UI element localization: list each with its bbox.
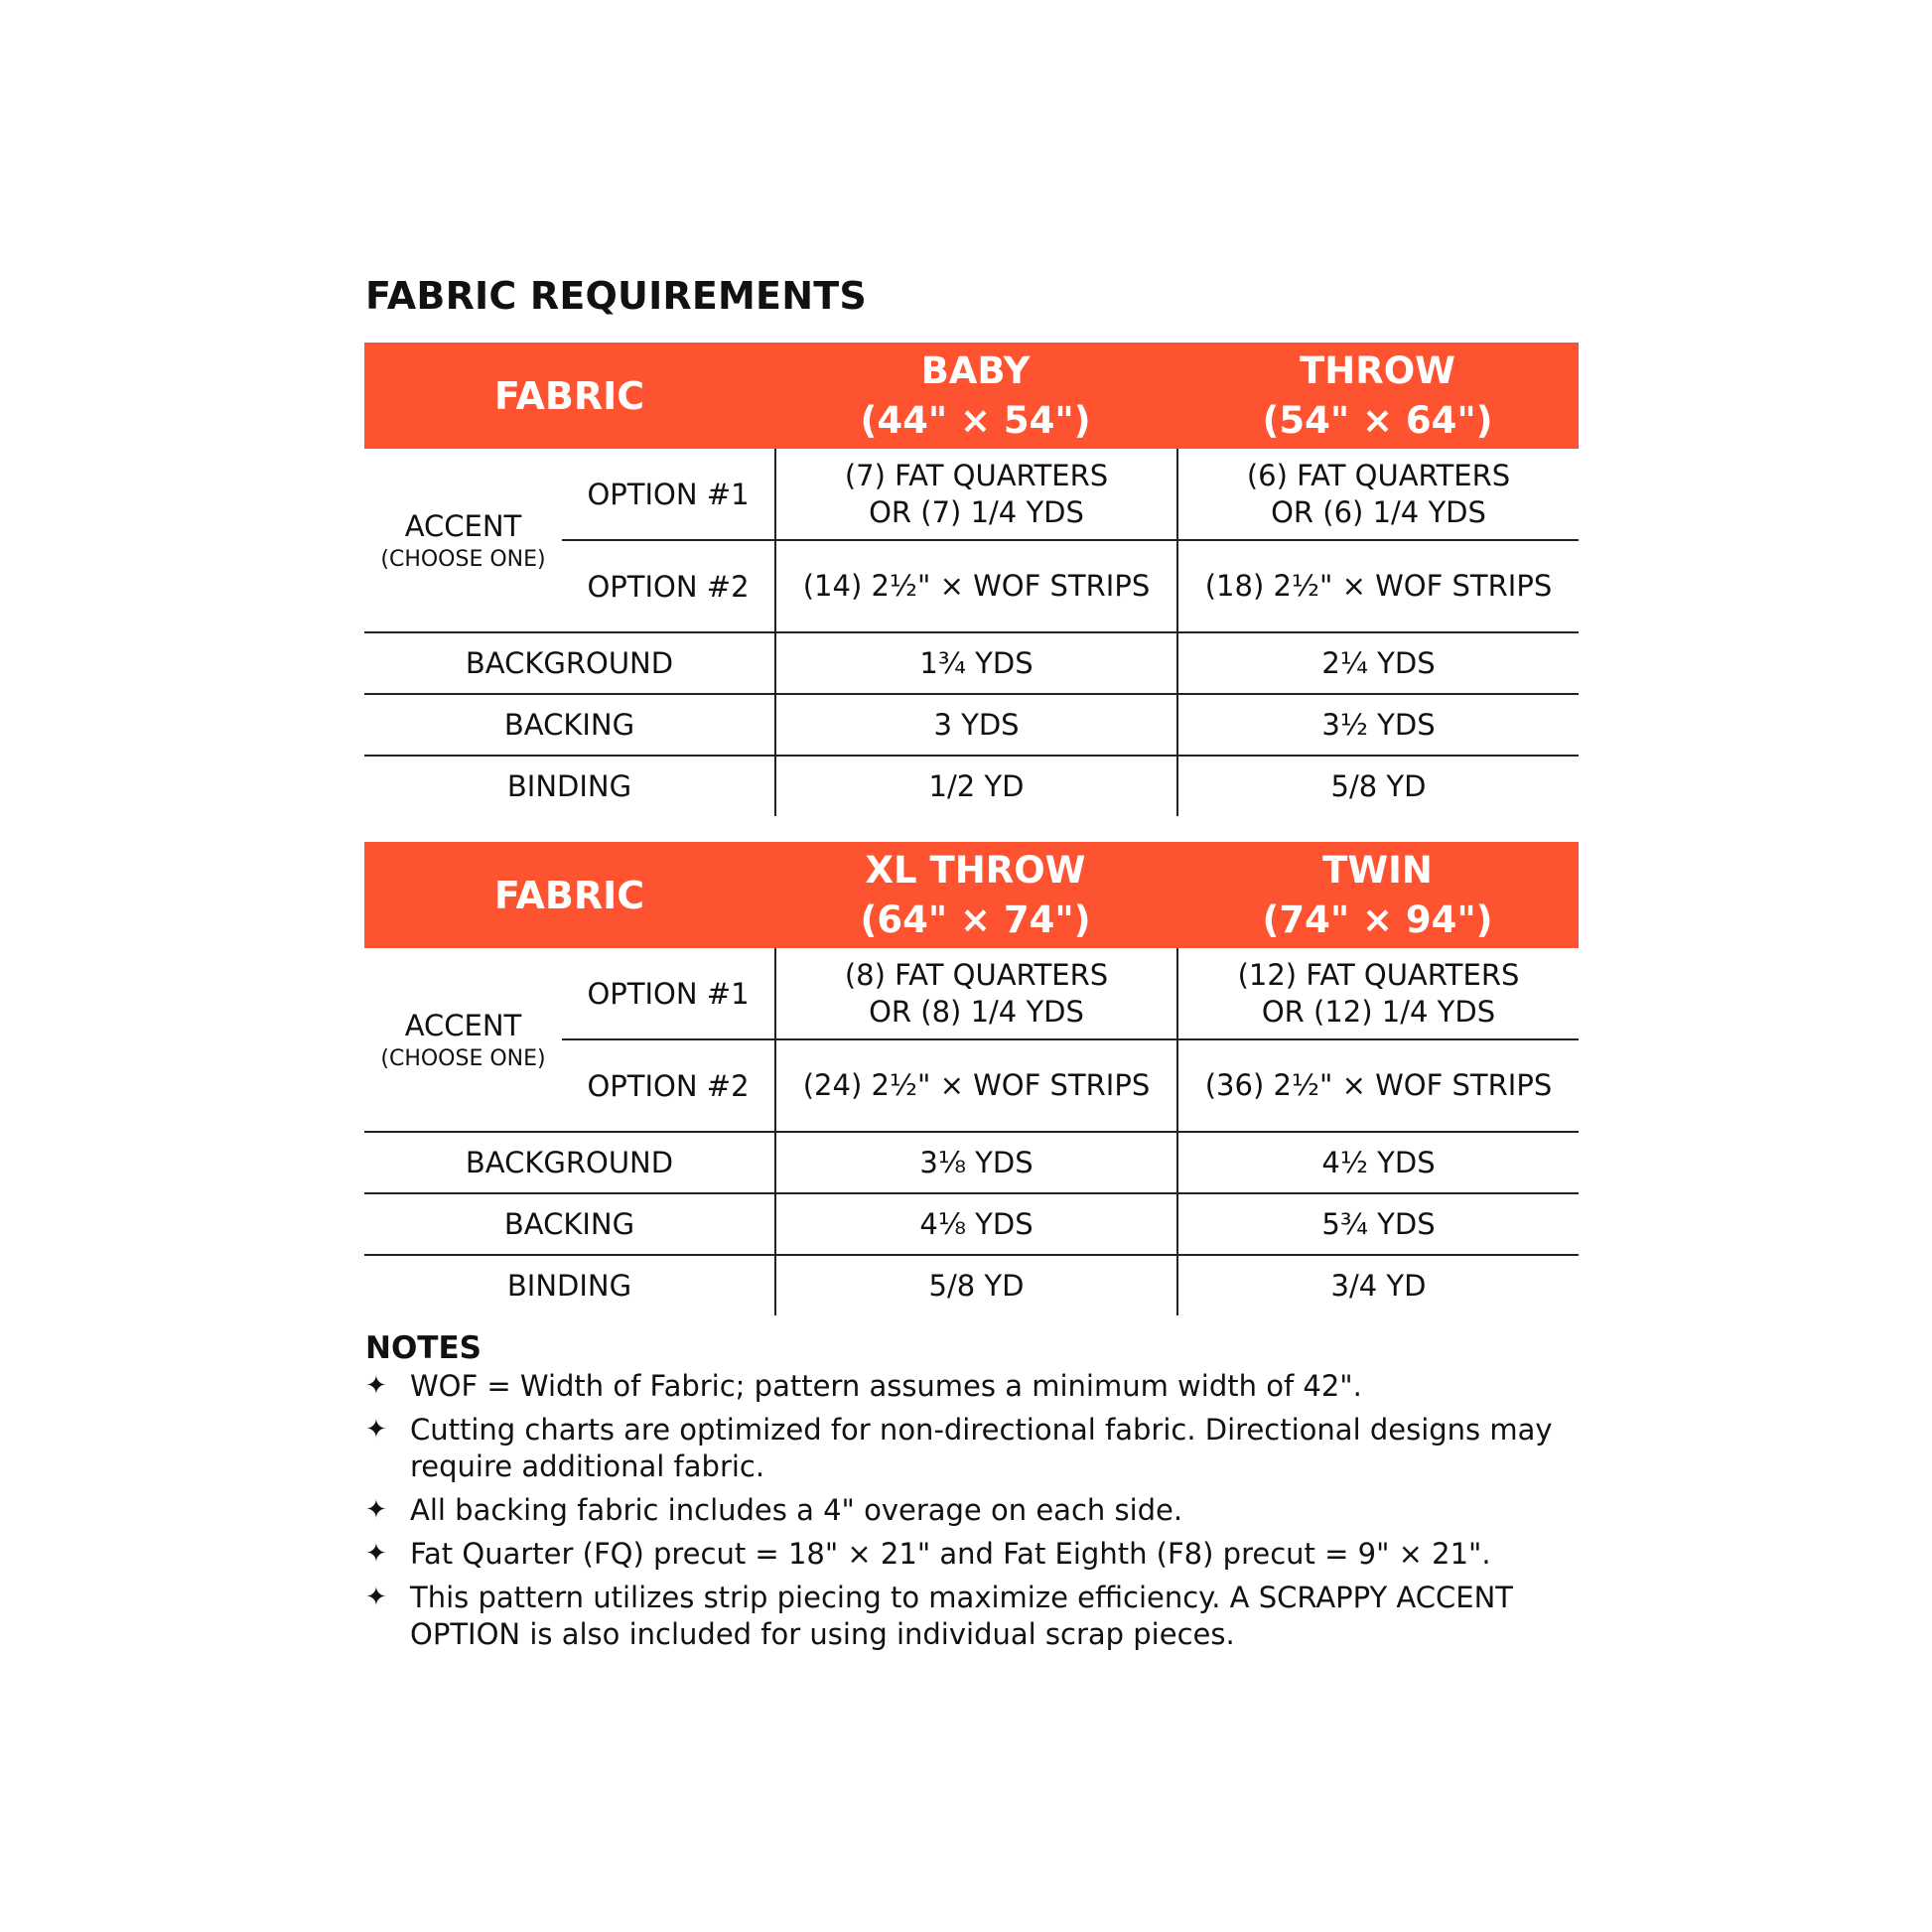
- table-cell: 2¼ YDS: [1176, 633, 1579, 693]
- accent-row: [364, 948, 1579, 1133]
- note-item: [365, 1412, 1596, 1485]
- notes-section: [365, 1330, 1596, 1660]
- page-title: FABRIC REQUIREMENTS: [365, 274, 867, 318]
- note-text: All backing fabric includes a 4" overage on each side.: [410, 1493, 1183, 1527]
- table-cell: (18) 2½" × WOF STRIPS: [1176, 541, 1579, 631]
- accent-title: ACCENT: [404, 508, 522, 543]
- option-1-label: OPTION #1: [587, 976, 750, 1011]
- size-dimensions: (64" × 74"): [860, 897, 1091, 941]
- cell-line: OR (6) 1/4 YDS: [1271, 494, 1486, 529]
- row-label: BINDING: [506, 1269, 632, 1303]
- size-dimensions: (54" × 64"): [1262, 398, 1493, 442]
- option-1-label: OPTION #1: [587, 477, 750, 511]
- row-label: BACKING: [503, 708, 635, 742]
- note-text: WOF = Width of Fabric; pattern assumes a minimum width of 42".: [410, 1369, 1362, 1403]
- table-row: [364, 1256, 1579, 1315]
- table-row: [364, 1194, 1579, 1256]
- cell-line: OR (7) 1/4 YDS: [869, 494, 1084, 529]
- size-name: XL THROW: [865, 848, 1086, 892]
- cell-line: (7) FAT QUARTERS: [844, 458, 1109, 492]
- note-item: [365, 1492, 1596, 1529]
- note-text: Cutting charts are optimized for non-directional fabric. Directional designs may require additional fabric.: [410, 1413, 1553, 1483]
- accent-label: [364, 948, 562, 1131]
- option-2-row: [562, 1040, 1579, 1131]
- row-label: BACKGROUND: [465, 1146, 674, 1179]
- size-name: THROW: [1300, 348, 1455, 392]
- table-header: [364, 343, 1579, 449]
- note-item: [365, 1536, 1596, 1573]
- table-cell: 1/2 YD: [774, 757, 1176, 816]
- cell-line: (12) FAT QUARTERS: [1237, 957, 1520, 992]
- cell-line: (8) FAT QUARTERS: [844, 957, 1109, 992]
- header-fabric: FABRIC: [493, 373, 645, 418]
- table-row: [364, 633, 1579, 695]
- table-row: [364, 695, 1579, 757]
- note-item: [365, 1368, 1596, 1405]
- cell-line: OR (12) 1/4 YDS: [1261, 994, 1496, 1029]
- note-text: Fat Quarter (FQ) precut = 18" × 21" and Fat Eighth (F8) precut = 9" × 21".: [410, 1537, 1491, 1571]
- four-point-star-icon: ✦: [365, 1539, 387, 1569]
- accent-subtitle: (CHOOSE ONE): [380, 546, 546, 572]
- table-header: [364, 842, 1579, 948]
- table-cell: 3/4 YD: [1176, 1256, 1579, 1315]
- table-cell: 4⅛ YDS: [774, 1194, 1176, 1254]
- cell-line: OR (8) 1/4 YDS: [869, 994, 1084, 1029]
- table-row: [364, 1133, 1579, 1194]
- table-cell: [774, 948, 1176, 1038]
- header-size-col2: [1176, 842, 1579, 948]
- four-point-star-icon: ✦: [365, 1371, 387, 1401]
- row-label: BACKGROUND: [465, 646, 674, 680]
- note-text: This pattern utilizes strip piecing to maximize efficiency. A SCRAPPY ACCENT OPTION is also included for using individual scrap pieces.: [410, 1581, 1513, 1651]
- note-item: [365, 1580, 1596, 1653]
- table-cell: 5¾ YDS: [1176, 1194, 1579, 1254]
- option-1-row: [562, 948, 1579, 1040]
- fabric-table-baby-throw: [364, 343, 1579, 816]
- fabric-table-xlthrow-twin: [364, 842, 1579, 1315]
- accent-row: [364, 449, 1579, 633]
- four-point-star-icon: ✦: [365, 1415, 387, 1445]
- table-cell: 3⅛ YDS: [774, 1133, 1176, 1192]
- size-name: BABY: [920, 348, 1031, 392]
- accent-label: [364, 449, 562, 631]
- cell-line: (6) FAT QUARTERS: [1246, 458, 1511, 492]
- table-cell: 3 YDS: [774, 695, 1176, 755]
- row-label: BACKING: [503, 1207, 635, 1241]
- header-fabric: FABRIC: [493, 873, 645, 917]
- notes-title: NOTES: [365, 1330, 482, 1366]
- header-size-col1: [774, 842, 1176, 948]
- option-2-row: [562, 541, 1579, 631]
- accent-options: [562, 449, 1579, 631]
- four-point-star-icon: ✦: [365, 1495, 387, 1525]
- table-cell: (14) 2½" × WOF STRIPS: [774, 541, 1176, 631]
- table-row: [364, 757, 1579, 816]
- option-2-label: OPTION #2: [587, 1068, 750, 1103]
- table-cell: [1176, 449, 1579, 539]
- table-cell: 3½ YDS: [1176, 695, 1579, 755]
- size-name: TWIN: [1322, 848, 1433, 892]
- accent-subtitle: (CHOOSE ONE): [380, 1045, 546, 1071]
- table-cell: 1¾ YDS: [774, 633, 1176, 693]
- table-cell: [1176, 948, 1579, 1038]
- table-cell: (24) 2½" × WOF STRIPS: [774, 1040, 1176, 1131]
- option-1-row: [562, 449, 1579, 541]
- table-cell: 5/8 YD: [774, 1256, 1176, 1315]
- accent-options: [562, 948, 1579, 1131]
- table-cell: [774, 449, 1176, 539]
- accent-title: ACCENT: [404, 1008, 522, 1042]
- header-size-col1: [774, 343, 1176, 449]
- header-size-col2: [1176, 343, 1579, 449]
- size-dimensions: (74" × 94"): [1262, 897, 1493, 941]
- table-cell: 5/8 YD: [1176, 757, 1579, 816]
- row-label: BINDING: [506, 769, 632, 803]
- table-cell: (36) 2½" × WOF STRIPS: [1176, 1040, 1579, 1131]
- table-cell: 4½ YDS: [1176, 1133, 1579, 1192]
- option-2-label: OPTION #2: [587, 569, 750, 604]
- four-point-star-icon: ✦: [365, 1583, 387, 1612]
- size-dimensions: (44" × 54"): [860, 398, 1091, 442]
